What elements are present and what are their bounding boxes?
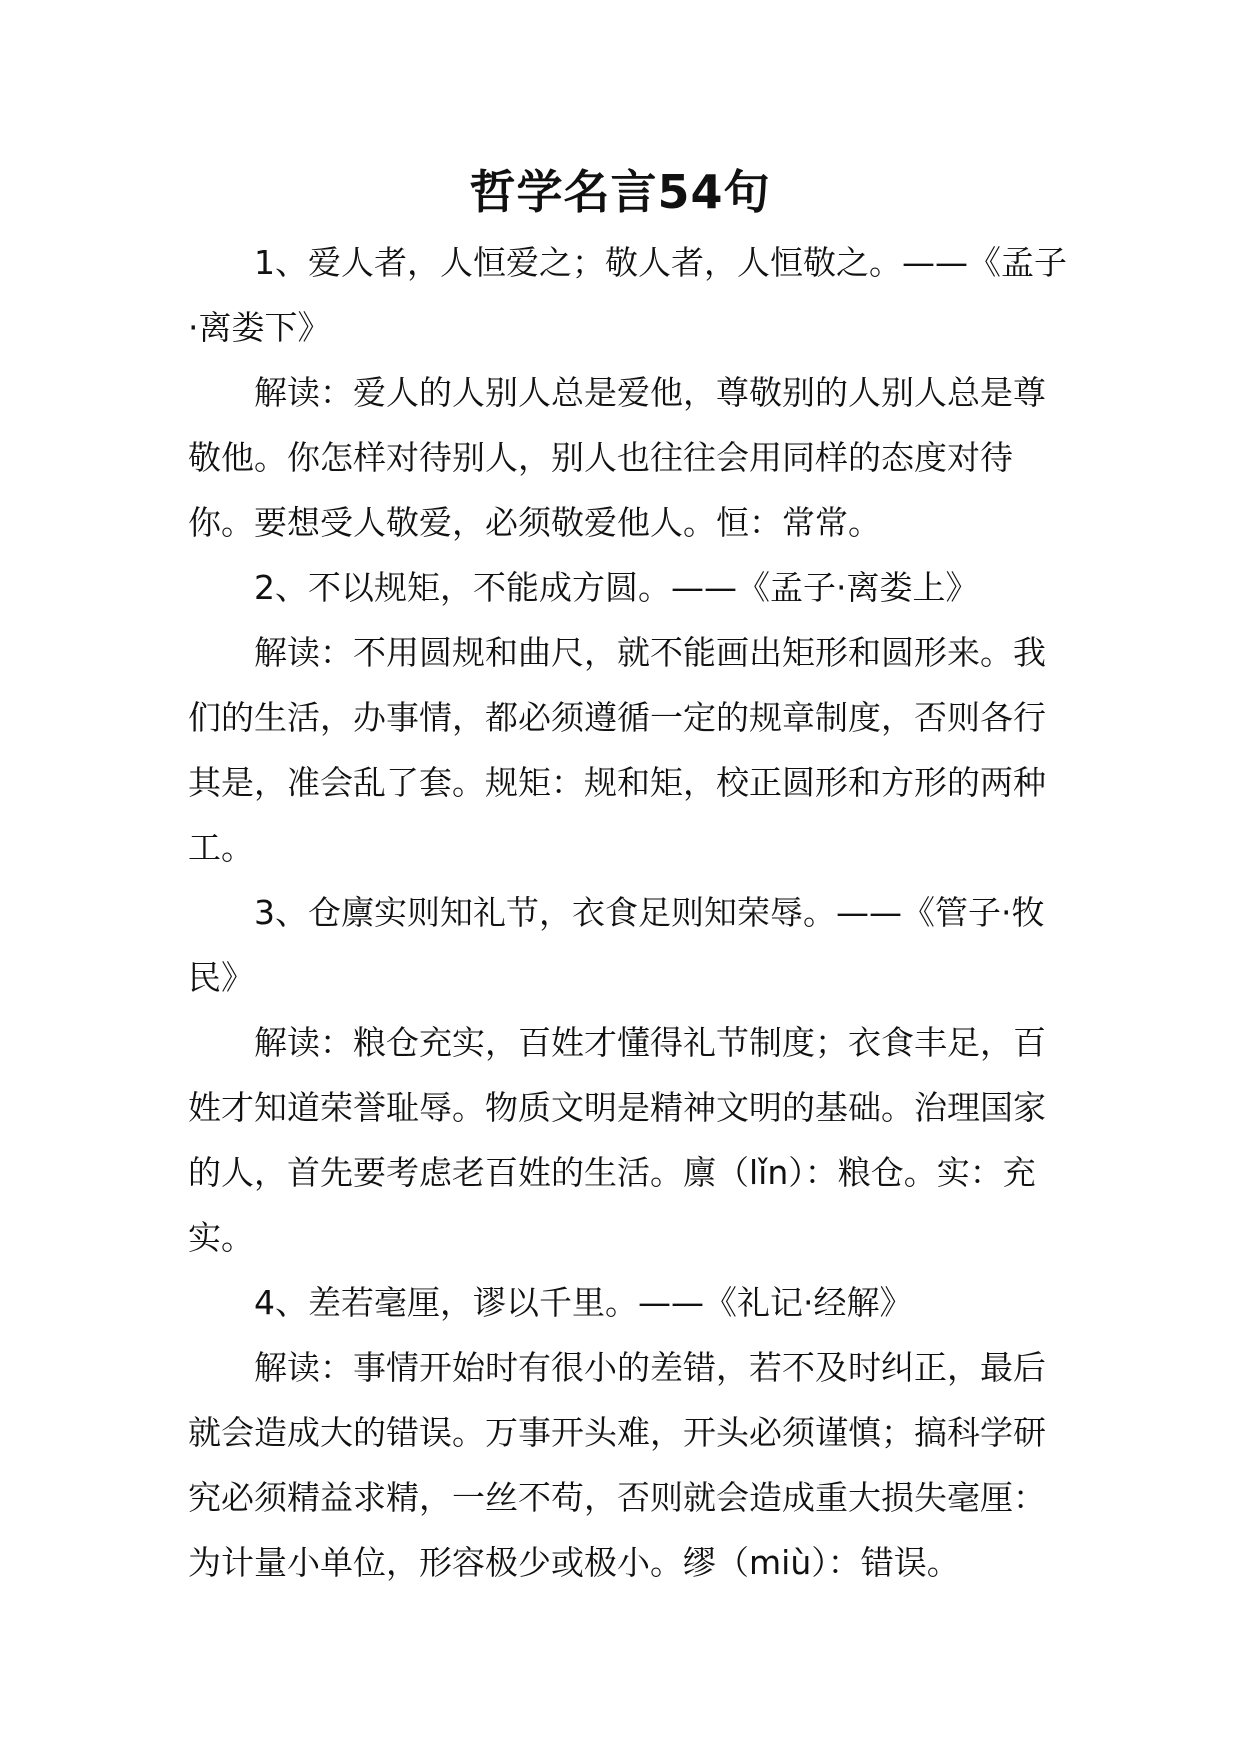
interpretation-1: 解读：爱人的人别人总是爱他，尊敬别的人别人总是尊敬他。你怎样对待别人，别人也往往会用同样的态度对待你。要想受人敬爱，必须敬爱他人。恒：常常。 (188, 373, 1046, 542)
interpretation-4: 解读：事情开始时有很小的差错，若不及时纠正，最后就会造成大的错误。万事开头难，开头必须谨慎；搞科学研究必须精益求精，一丝不苟，否则就会造成重大损失毫厘：为计量小单位，形容极少或极小。缪（miù）：错误。 (188, 1348, 1046, 1582)
interpretation-3: 解读：粮仓充实，百姓才懂得礼节制度；衣食丰足，百姓才知道荣誉耻辱。物质文明是精神文明的基础。治理国家的人，首先要考虑老百姓的生活。廪（lǐn）：粮仓。实：充实。 (188, 1023, 1046, 1257)
quote-3: 3、仓廪实则知礼节，衣食足则知荣辱。——《管子·牧民》 (188, 893, 1045, 997)
interpretation-2: 解读：不用圆规和曲尺，就不能画出矩形和圆形来。我们的生活，办事情，都必须遵循一定的规章制度，否则各行其是，准会乱了套。规矩：规和矩，校正圆形和方形的两种工。 (188, 633, 1046, 867)
quote-1: 1、爱人者，人恒爱之；敬人者，人恒敬之。——《孟子·离娄下》 (188, 243, 1067, 347)
quote-2: 2、不以规矩，不能成方圆。——《孟子·离娄上》 (254, 568, 979, 607)
document-body (188, 230, 1068, 1595)
document-title: 哲学名言54句 (469, 165, 771, 219)
quote-4: 4、差若毫厘，谬以千里。——《礼记·经解》 (254, 1283, 913, 1322)
